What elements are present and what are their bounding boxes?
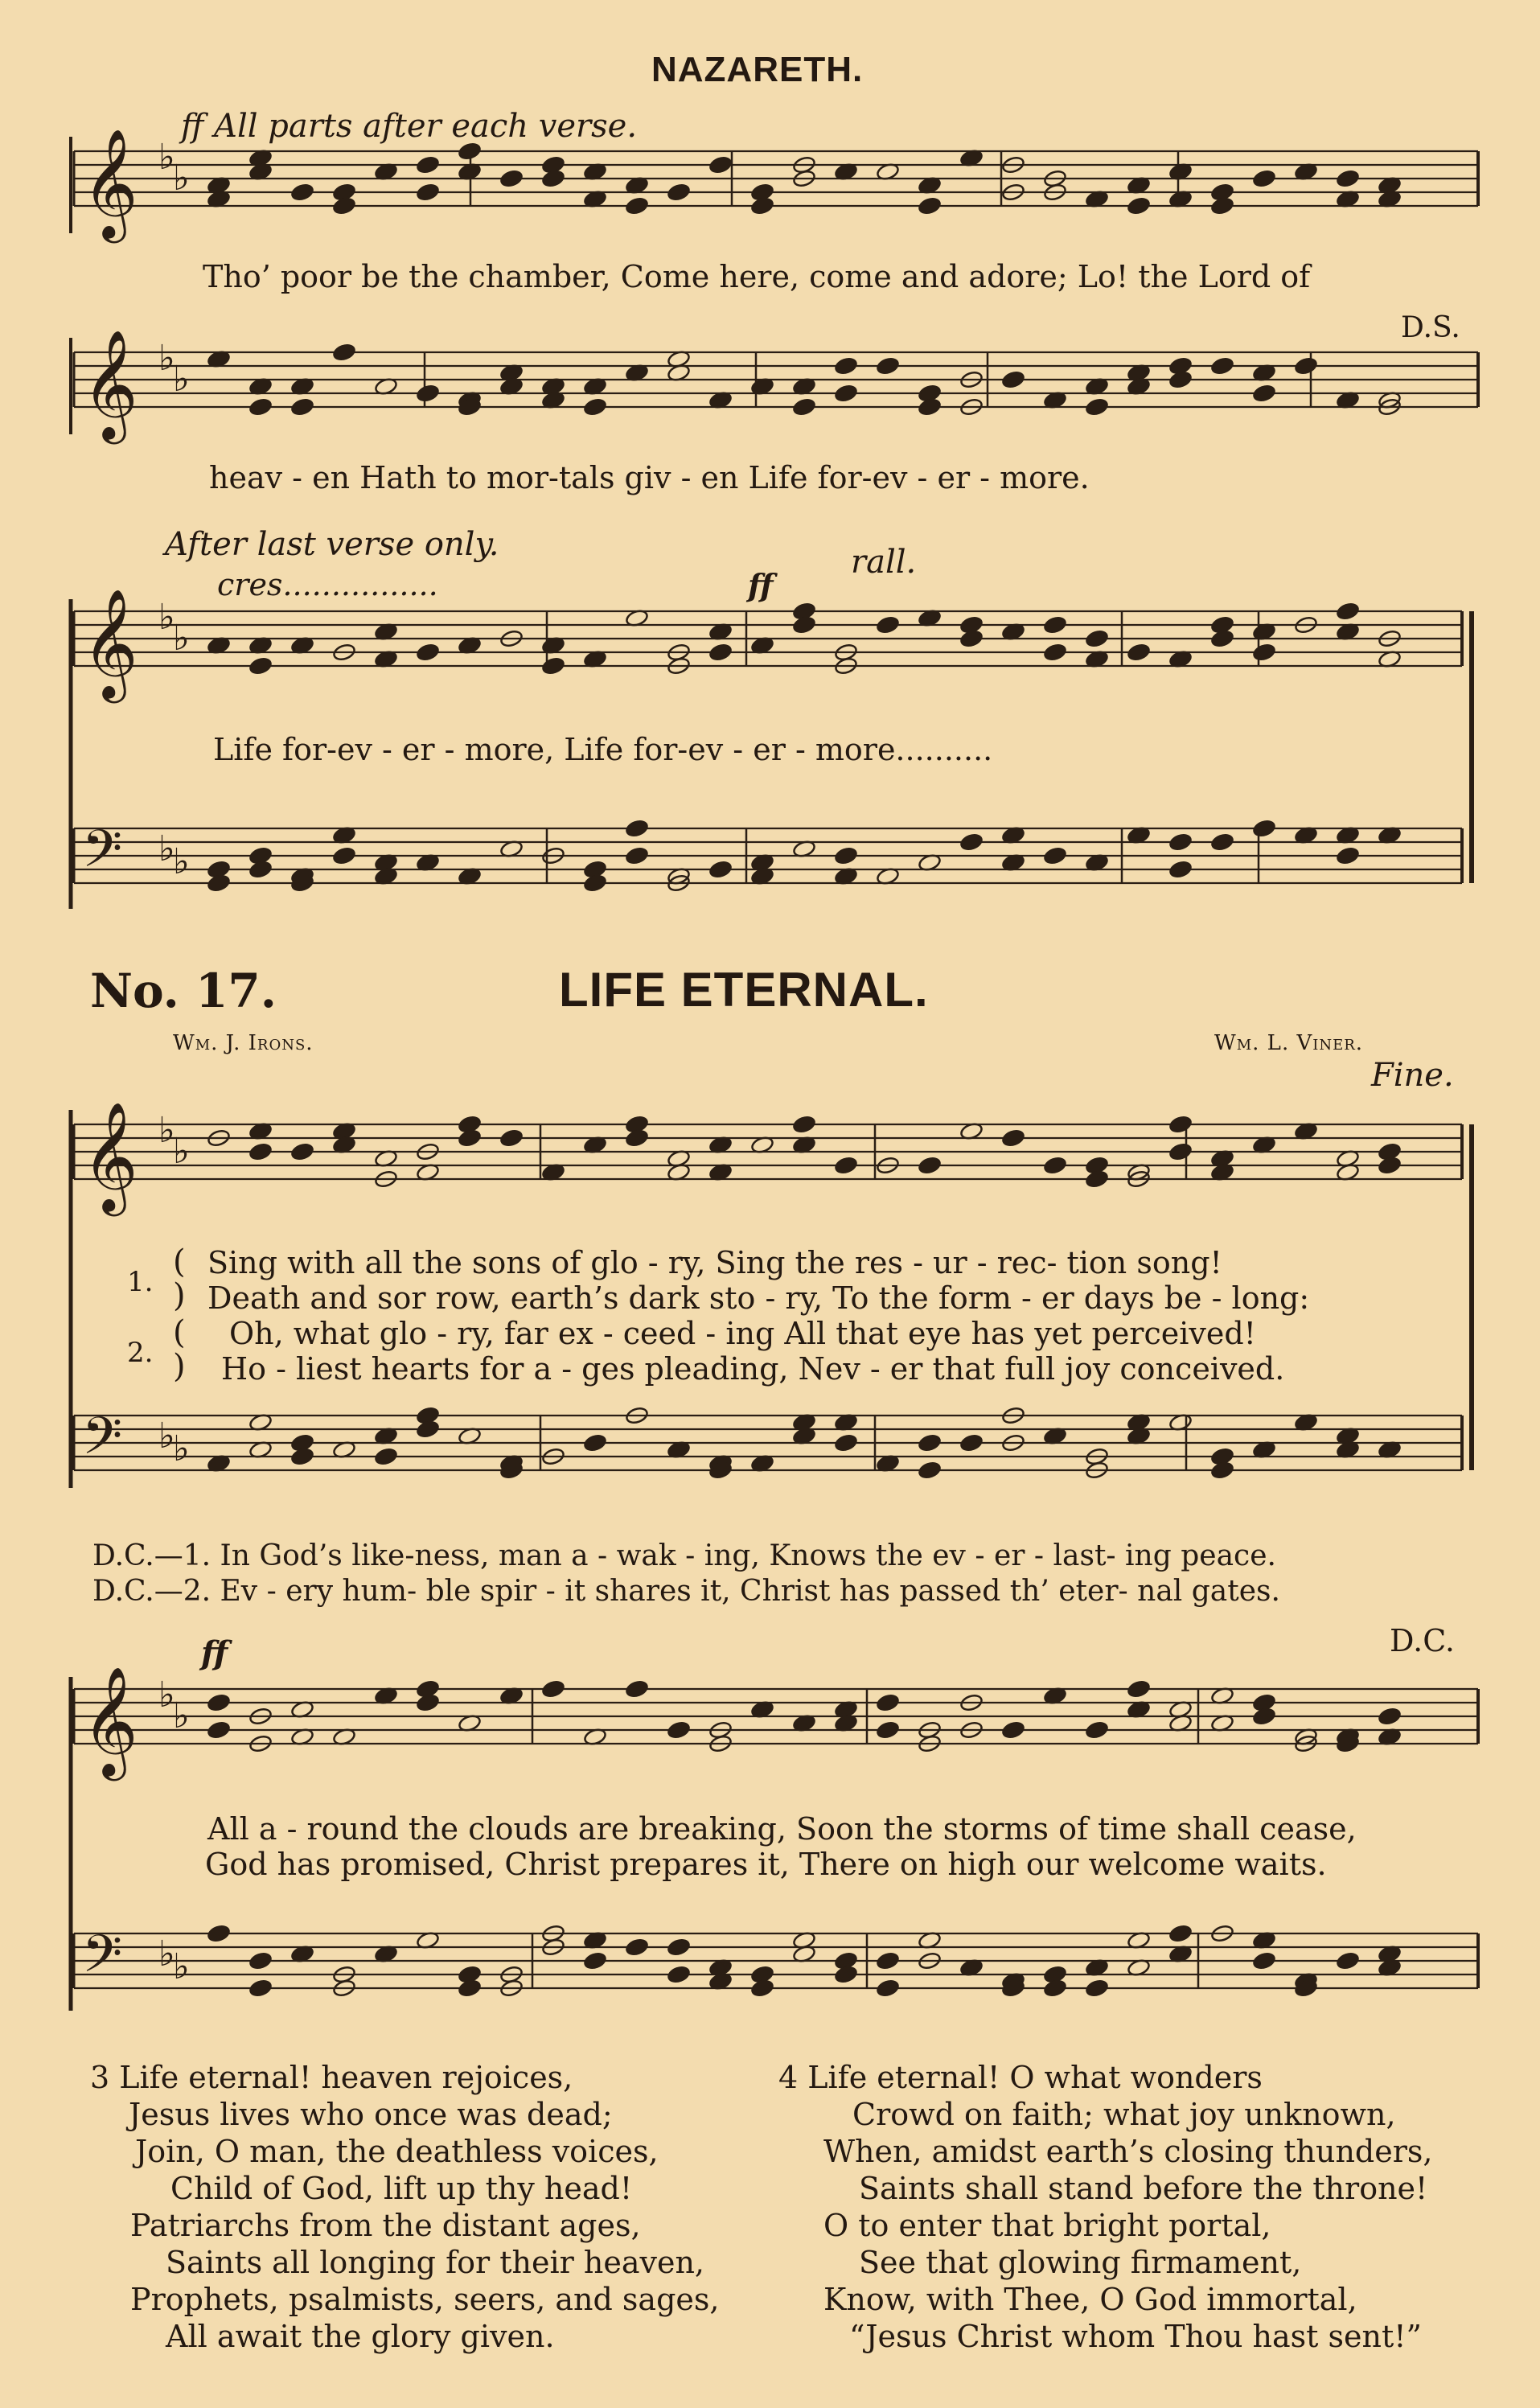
clef-symbol: 𝄞 [82,1100,138,1211]
flat-sign: ♭ [173,1428,190,1469]
flat-sign: ♭ [158,828,175,869]
note-head [332,846,356,865]
verse-3-line: All await the glory given. [166,2319,555,2354]
note-head [1168,1924,1193,1943]
note-head [1168,1115,1193,1134]
flat-sign: ♭ [158,338,175,379]
note-head [248,1142,273,1161]
note-head [499,169,524,188]
note-head [918,397,942,417]
flat-sign: ♭ [173,1131,190,1172]
flat-sign: ♭ [173,618,190,659]
note-head [625,846,649,865]
verse-3-line: 3 Life eternal! heaven rejoices, [90,2060,573,2095]
verse-3-line: Jesus lives who once was dead; [129,2097,613,2132]
note-head [1252,169,1276,188]
note-head [1043,1156,1067,1175]
note-head [541,656,565,676]
note-head [918,1461,942,1480]
note-head [1252,1707,1276,1726]
note-head [1378,1156,1402,1175]
verse-4 [778,2059,1432,2355]
note-head [1085,1979,1109,1998]
note-head [876,1979,900,1998]
verse2-brace: ( ) [173,1314,186,1385]
verse-4-line: 4 Life eternal! O what wonders [778,2060,1263,2095]
clef-symbol: 𝄞 [82,127,138,238]
verse-3-line: Join, O man, the deathless voices, [135,2134,659,2169]
ff-mark: ff [748,567,774,603]
note-head [876,1693,900,1712]
note-head [1043,615,1067,635]
note-head [1210,356,1234,376]
clef-symbol: 𝄢 [82,820,123,892]
flat-sign: ♭ [158,1675,175,1716]
note-head [625,196,649,216]
note-head [583,397,607,417]
note-head [1001,370,1025,389]
note-head [876,1951,900,1970]
note-head [625,1679,649,1699]
note-head [1294,356,1318,376]
note-head [1127,643,1151,662]
verse-4-line: O to enter that bright portal, [823,2208,1271,2243]
verse-4-line: Saints shall stand before the throne! [859,2171,1428,2206]
clef-symbol: 𝄞 [82,587,138,698]
verse-4-line: When, amidst earth’s closing thunders, [823,2134,1433,2169]
note-head [1085,629,1109,648]
dc-line-1: D.C.—1. In God’s like-ness, man a - wak - ing, Knows the ev - er - last- ing peace. [92,1539,1276,1572]
flat-sign: ♭ [173,841,190,882]
note-head [1210,832,1234,852]
verse-4-line: Crowd on faith; what joy unknown, [852,2097,1396,2132]
note-head [876,356,900,376]
note-head [918,196,942,216]
note-head [583,1433,607,1453]
verse1-brace: ( ) [173,1243,186,1314]
note-head [248,1979,273,1998]
note-head [1043,643,1067,662]
note-head [416,643,440,662]
refrain-line-2: God has promised, Christ prepares it, There on high our welcome waits. [205,1847,1327,1882]
note-head [290,1447,314,1466]
flat-sign: ♭ [173,1946,190,1987]
clef-symbol: 𝄢 [82,1925,123,1997]
note-head [959,1433,984,1453]
clef-symbol: 𝄞 [82,328,138,439]
note-head [708,643,733,662]
author-words: Wm. J. Irons. [173,1031,314,1055]
note-head [416,155,440,175]
note-head [792,397,816,417]
refrain-line-1: All a - round the clouds are breaking, Soon the storms of time shall cease, [207,1811,1357,1847]
flat-sign: ♭ [158,1416,175,1457]
note-head [248,1951,273,1970]
note-head [374,1447,398,1466]
note-head [416,1693,440,1712]
note-head [1085,1720,1109,1740]
verse-3 [90,2059,719,2355]
flat-sign: ♭ [158,137,175,178]
note-head [1168,1142,1193,1161]
note-head [834,1433,858,1453]
note-head [458,1128,482,1148]
note-head [290,1142,314,1161]
note-head [416,384,440,403]
note-head [792,1115,816,1134]
note-head [416,183,440,202]
note-head [1336,846,1360,865]
note-head [207,1720,231,1740]
author-music: Wm. L. Viner. [1214,1031,1364,1055]
rall-mark: rall. [851,544,917,581]
note-head [332,196,356,216]
note-head [1168,370,1193,389]
note-head [667,1720,691,1740]
verse2-line-b: Ho - liest hearts for a - ges pleading, Nev - er that full joy conceived. [221,1351,1285,1387]
note-head [1252,643,1276,662]
note-head [1043,1979,1067,1998]
dc-mark: D.C. [1390,1623,1455,1658]
verse-4-line: “Jesus Christ whom Thou hast sent!” [849,2319,1422,2354]
note-head [1127,196,1151,216]
nazareth-lyrics-line1: Tho’ poor be the chamber, Come here, come and adore; Lo! the Lord of [203,259,1311,294]
note-head [541,169,565,188]
note-head [667,1965,691,1984]
note-head [207,873,231,893]
after-last-verse-label: After last verse only. [165,526,499,563]
note-head [1336,169,1360,188]
fine-mark: Fine. [1371,1057,1454,1094]
verse-3-line: Patriarchs from the distant ages, [130,2208,641,2243]
note-head [541,1679,565,1699]
note-head [458,1979,482,1998]
note-head [708,155,733,175]
note-head [1127,1679,1151,1699]
note-head [1210,1461,1234,1480]
note-head [876,615,900,635]
note-head [750,196,774,216]
note-head [834,384,858,403]
hymn-title-nazareth: NAZARETH. [651,50,864,89]
note-head [1252,819,1276,838]
note-head [1378,1707,1402,1726]
clef-symbol: 𝄢 [82,1407,123,1479]
note-head [499,1128,524,1148]
note-head [959,629,984,648]
hymn-title-life-eternal: LIFE ETERNAL. [559,963,929,1017]
dynamic-ff-all-parts: ff All parts after each verse. [181,108,638,145]
note-head [1168,860,1193,879]
note-head [834,1156,858,1175]
note-head [1001,1128,1025,1148]
note-head [667,183,691,202]
note-head [248,860,273,879]
note-head [1336,1951,1360,1970]
note-head [625,819,649,838]
note-head [625,1937,649,1957]
note-head [1043,846,1067,865]
verse1-line-b: Death and sor row, earth’s dark sto - ry, To the form - er days be - long: [207,1280,1310,1316]
note-head [667,1937,691,1957]
ff-mark-refrain: ff [201,1634,228,1672]
note-head [248,397,273,417]
verse-4-line: Know, with Thee, O God immortal, [823,2282,1357,2317]
note-head [1085,1169,1109,1189]
note-head [416,1420,440,1439]
note-head [959,832,984,852]
flat-sign: ♭ [158,597,175,638]
note-head [207,1693,231,1712]
flat-sign: ♭ [158,1110,175,1151]
note-head [918,1156,942,1175]
note-head [248,656,273,676]
note-head [1210,629,1234,648]
verse-3-line: Saints all longing for their heaven, [166,2245,705,2280]
note-head [290,183,314,202]
note-head [1001,1720,1025,1740]
note-head [1210,196,1234,216]
note-head [1252,384,1276,403]
note-head [207,1924,231,1943]
note-head [290,397,314,417]
verse-3-line: Prophets, psalmists, seers, and sages, [130,2282,720,2317]
note-head [918,1433,942,1453]
note-head [834,1965,858,1984]
verse1-number: 1. [127,1266,154,1298]
flat-sign: ♭ [173,359,190,400]
note-head [1336,602,1360,621]
verse-4-line: See that glowing firmament, [859,2245,1302,2280]
ds-mark: D.S. [1401,311,1460,344]
note-head [834,846,858,865]
verse-3-line: Child of God, lift up thy head! [170,2171,633,2206]
note-head [708,860,733,879]
note-head [1168,832,1193,852]
note-head [1252,1951,1276,1970]
note-head [876,1720,900,1740]
verse2-number: 2. [127,1337,154,1369]
clef-symbol: 𝄞 [82,1665,138,1776]
flat-sign: ♭ [173,1695,190,1736]
note-head [792,615,816,635]
nazareth-lyrics-line3: Life for-ev - er - more, Life for-ev - er - more.......... [213,732,993,767]
note-head [750,1979,774,1998]
note-head [332,343,356,362]
dc-line-2: D.C.—2. Ev - ery hum- ble spir - it shares it, Christ has passed th’ eter- nal gates. [92,1575,1280,1608]
flat-sign: ♭ [158,1933,175,1974]
note-head [583,1951,607,1970]
note-head [834,356,858,376]
note-head [583,873,607,893]
flat-sign: ♭ [173,158,190,199]
nazareth-lyrics-line2: heav - en Hath to mor-tals giv - en Life for-ev - er - more. [209,460,1090,495]
note-head [1085,397,1109,417]
hymn-number: No. 17. [90,964,277,1018]
verse2-line-a: Oh, what glo - ry, far ex - ceed - ing All that eye has yet perceived! [229,1316,1256,1351]
note-head [625,1128,649,1148]
verse1-line-a: Sing with all the sons of glo - ry, Sing the res - ur - rec- tion song! [207,1245,1222,1280]
cres-mark: cres................ [217,567,438,602]
